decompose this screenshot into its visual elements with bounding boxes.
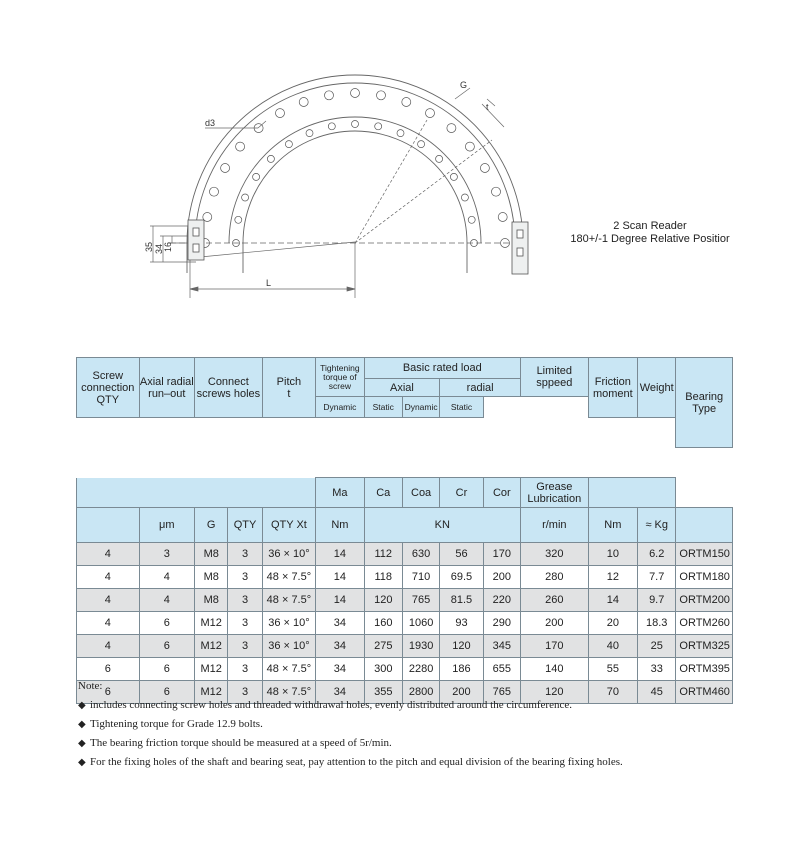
cell-hole-qty: 3 — [228, 589, 262, 612]
bolt-hole-icon — [375, 123, 382, 130]
cell-radial-dynamic: 93 — [440, 612, 483, 635]
diamond-bullet-icon: ◆ — [78, 719, 86, 730]
table-row — [77, 589, 733, 612]
bolt-hole-icon — [426, 109, 435, 118]
cell-limited-speed: 140 — [521, 658, 589, 681]
bolt-hole-icon — [377, 91, 386, 100]
cell-hole-qty: 3 — [228, 681, 262, 704]
header-dynamic-2: Dynamic — [402, 397, 439, 418]
bolt-hole-icon — [285, 141, 292, 148]
cell-axial-static: 2280 — [402, 658, 439, 681]
cell-thread-size: M12 — [195, 658, 228, 681]
cell-tightening-torque: 34 — [316, 658, 364, 681]
notes-title: Note: — [78, 680, 103, 692]
bolt-hole-icon — [402, 98, 411, 107]
header-axial-runout: Axial radial run–out — [139, 358, 195, 418]
cell-hole-qty: 3 — [228, 543, 262, 566]
cell-weight: 45 — [638, 681, 676, 704]
cell-pitch: 48 × 7.5° — [262, 566, 315, 589]
bolt-hole-icon — [267, 155, 274, 162]
cell-hole-qty: 3 — [228, 612, 262, 635]
cell-axial-runout: 6 — [139, 658, 195, 681]
unit-nm-friction: Nm — [588, 508, 637, 543]
header-coa: Coa — [402, 478, 439, 508]
cell-radial-dynamic: 56 — [440, 543, 483, 566]
cell-radial-static: 765 — [483, 681, 520, 704]
cell-screw-qty: 4 — [77, 612, 140, 635]
bolt-hole-icon — [468, 216, 475, 223]
note-text: For the fixing holes of the shaft and bearing seat, pay attention to the pitch and equal division of the bearing fixing holes. — [90, 756, 623, 768]
bolt-hole-icon — [465, 142, 474, 151]
header-ma: Ma — [316, 478, 364, 508]
unit-nm: Nm — [316, 508, 364, 543]
cell-radial-static: 200 — [483, 566, 520, 589]
label-l: L — [266, 278, 272, 288]
bolt-hole-icon — [299, 98, 308, 107]
header-static: Static — [364, 397, 402, 418]
cell-radial-dynamic: 69.5 — [440, 566, 483, 589]
cell-axial-runout: 6 — [139, 612, 195, 635]
ring-arc — [195, 83, 515, 243]
cell-axial-runout: 4 — [139, 589, 195, 612]
bolt-hole-icon — [253, 173, 260, 180]
cell-axial-static: 2800 — [402, 681, 439, 704]
bolt-hole-icon — [236, 142, 245, 151]
scan-reader-blocks — [188, 220, 528, 274]
table-row — [77, 658, 733, 681]
cell-thread-size: M8 — [195, 589, 228, 612]
cell-axial-dynamic: 112 — [364, 543, 402, 566]
cell-radial-dynamic: 120 — [440, 635, 483, 658]
cell-thread-size: M8 — [195, 543, 228, 566]
cell-bearing-type: ORTM200 — [676, 589, 733, 612]
cell-axial-dynamic: 120 — [364, 589, 402, 612]
unit-rmin: r/min — [521, 508, 589, 543]
cell-bearing-type: ORTM395 — [676, 658, 733, 681]
bearing-technical-drawing — [0, 0, 808, 320]
bolt-hole-icon — [436, 155, 443, 162]
cell-tightening-torque: 34 — [316, 681, 364, 704]
cell-axial-static: 765 — [402, 589, 439, 612]
bolt-hole-icon — [351, 89, 360, 98]
cell-screw-qty: 4 — [77, 635, 140, 658]
bolt-hole-icon — [235, 216, 242, 223]
cell-axial-static: 710 — [402, 566, 439, 589]
pitch-t-label: t — [287, 387, 291, 400]
header-basic-load: Basic rated load — [364, 358, 520, 379]
note-item — [78, 756, 778, 768]
cell-axial-runout: 6 — [139, 635, 195, 658]
cell-radial-static: 220 — [483, 589, 520, 612]
header-weight: Weight — [638, 358, 676, 418]
header-pitch — [262, 358, 315, 418]
unit-um: μm — [139, 508, 195, 543]
bolt-hole-icon — [221, 164, 230, 173]
cell-axial-runout: 3 — [139, 543, 195, 566]
diamond-bullet-icon: ◆ — [78, 700, 86, 711]
header-cor: Cor — [483, 478, 520, 508]
cell-friction-moment: 12 — [588, 566, 637, 589]
note-text: The bearing friction torque should be measured at a speed of 5r/min. — [90, 737, 392, 749]
diamond-bullet-icon: ◆ — [78, 757, 86, 768]
pitch-label: Pitch — [276, 375, 302, 388]
bolt-hole-icon — [210, 187, 219, 196]
bolt-hole-icon — [450, 173, 457, 180]
cell-hole-qty: 3 — [228, 658, 262, 681]
header-cr: Cr — [440, 478, 483, 508]
cell-weight: 6.2 — [638, 543, 676, 566]
cell-thread-size: M8 — [195, 566, 228, 589]
bolt-hole-icon — [397, 130, 404, 137]
bolt-hole-icon — [352, 121, 359, 128]
diamond-bullet-icon: ◆ — [78, 738, 86, 749]
cell-hole-qty: 3 — [228, 566, 262, 589]
cell-thread-size: M12 — [195, 635, 228, 658]
label-16: 16 — [163, 241, 173, 252]
cell-axial-static: 1930 — [402, 635, 439, 658]
cell-pitch: 36 × 10° — [262, 543, 315, 566]
cell-radial-static: 345 — [483, 635, 520, 658]
cell-weight: 18.3 — [638, 612, 676, 635]
header-limited-speed: Limited sppeed — [521, 358, 589, 397]
cell-limited-speed: 280 — [521, 566, 589, 589]
bolt-hole-icon — [492, 187, 501, 196]
cell-axial-dynamic: 160 — [364, 612, 402, 635]
table-row — [77, 612, 733, 635]
bolt-hole-icon — [461, 194, 468, 201]
cell-tightening-torque: 34 — [316, 635, 364, 658]
cell-screw-qty: 4 — [77, 543, 140, 566]
cell-radial-static: 655 — [483, 658, 520, 681]
bolt-holes — [201, 89, 510, 248]
header-bearing-type: Bearing Type — [676, 358, 733, 448]
header-ca: Ca — [364, 478, 402, 508]
cell-bearing-type: ORTM260 — [676, 612, 733, 635]
notes-section — [78, 680, 778, 775]
header-tightening: Tightening torque of screw — [316, 358, 364, 397]
bolt-hole-icon — [480, 164, 489, 173]
bolt-hole-icon — [306, 130, 313, 137]
cell-pitch: 36 × 10° — [262, 612, 315, 635]
bearing-spec-table — [76, 357, 733, 704]
cell-friction-moment: 40 — [588, 635, 637, 658]
cell-screw-qty: 4 — [77, 589, 140, 612]
cell-limited-speed: 120 — [521, 681, 589, 704]
cell-thread-size: M12 — [195, 681, 228, 704]
header-grease: Grease Lubrication — [521, 478, 589, 508]
label-t: t — [486, 102, 489, 112]
scan-reader-caption — [520, 220, 780, 246]
cell-weight: 25 — [638, 635, 676, 658]
cell-friction-moment: 55 — [588, 658, 637, 681]
cell-axial-dynamic: 355 — [364, 681, 402, 704]
cell-pitch: 36 × 10° — [262, 635, 315, 658]
cell-tightening-torque: 14 — [316, 589, 364, 612]
cell-pitch: 48 × 7.5° — [262, 589, 315, 612]
cell-pitch: 48 × 7.5° — [262, 658, 315, 681]
note-text: includes connecting screw holes and threaded withdrawal holes, evenly distributed around the circumference. — [90, 699, 572, 711]
cell-bearing-type: ORTM325 — [676, 635, 733, 658]
ring-arc — [243, 131, 467, 243]
bolt-hole-icon — [447, 124, 456, 133]
cell-axial-runout: 4 — [139, 566, 195, 589]
cell-tightening-torque: 14 — [316, 543, 364, 566]
cell-limited-speed: 170 — [521, 635, 589, 658]
cell-axial-static: 1060 — [402, 612, 439, 635]
cell-radial-static: 170 — [483, 543, 520, 566]
cell-tightening-torque: 34 — [316, 612, 364, 635]
header-axial: Axial — [364, 379, 440, 397]
note-item — [78, 699, 778, 711]
bolt-hole-icon — [328, 123, 335, 130]
caption-line-1: 2 Scan Reader — [613, 220, 687, 232]
header-connect-holes: Connect screws holes — [195, 358, 263, 418]
cell-weight: 33 — [638, 658, 676, 681]
label-d3: d3 — [205, 118, 216, 128]
header-static-2: Static — [440, 397, 483, 418]
table-row — [77, 566, 733, 589]
cell-limited-speed: 320 — [521, 543, 589, 566]
bolt-hole-icon — [325, 91, 334, 100]
ring-arc — [229, 117, 481, 243]
cell-axial-dynamic: 118 — [364, 566, 402, 589]
cell-screw-qty: 4 — [77, 566, 140, 589]
cell-bearing-type: ORTM460 — [676, 681, 733, 704]
cell-radial-static: 290 — [483, 612, 520, 635]
note-text: Tightening torque for Grade 12.9 bolts. — [90, 718, 263, 730]
unit-kg: ≈ Kg — [638, 508, 676, 543]
cell-axial-dynamic: 275 — [364, 635, 402, 658]
cell-screw-qty: 6 — [77, 658, 140, 681]
bolt-hole-icon — [498, 213, 507, 222]
cell-friction-moment: 10 — [588, 543, 637, 566]
label-g: G — [460, 80, 468, 90]
cell-friction-moment: 14 — [588, 589, 637, 612]
cell-screw-qty: 6 — [77, 681, 140, 704]
cell-weight: 7.7 — [638, 566, 676, 589]
label-35: 35 — [144, 241, 154, 252]
header-friction: Friction moment — [588, 358, 637, 418]
cell-axial-runout: 6 — [139, 681, 195, 704]
cell-pitch: 48 × 7.5° — [262, 681, 315, 704]
header-screw-qty: Screw connection QTY — [77, 358, 140, 418]
unit-kn: KN — [364, 508, 520, 543]
label-34: 34 — [154, 243, 164, 254]
cell-thread-size: M12 — [195, 612, 228, 635]
note-item — [78, 718, 778, 730]
bolt-hole-icon — [276, 109, 285, 118]
unit-qty-xt: QTY Xt — [262, 508, 315, 543]
cell-limited-speed: 200 — [521, 612, 589, 635]
cell-friction-moment: 70 — [588, 681, 637, 704]
cell-friction-moment: 20 — [588, 612, 637, 635]
note-item — [78, 737, 778, 749]
header-dynamic: Dynamic — [316, 397, 364, 418]
cell-tightening-torque: 14 — [316, 566, 364, 589]
cell-limited-speed: 260 — [521, 589, 589, 612]
cell-axial-static: 630 — [402, 543, 439, 566]
header-radial: radial — [440, 379, 521, 397]
cell-bearing-type: ORTM180 — [676, 566, 733, 589]
caption-line-2: 180+/-1 Degree Relative Positior — [570, 233, 730, 245]
cell-bearing-type: ORTM150 — [676, 543, 733, 566]
table-row — [77, 543, 733, 566]
unit-g: G — [195, 508, 228, 543]
table-row — [77, 635, 733, 658]
cell-weight: 9.7 — [638, 589, 676, 612]
cell-axial-dynamic: 300 — [364, 658, 402, 681]
cell-radial-dynamic: 81.5 — [440, 589, 483, 612]
cell-hole-qty: 3 — [228, 635, 262, 658]
bolt-hole-icon — [242, 194, 249, 201]
cell-radial-dynamic: 200 — [440, 681, 483, 704]
unit-qty: QTY — [228, 508, 262, 543]
cell-radial-dynamic: 186 — [440, 658, 483, 681]
bolt-hole-icon — [418, 141, 425, 148]
